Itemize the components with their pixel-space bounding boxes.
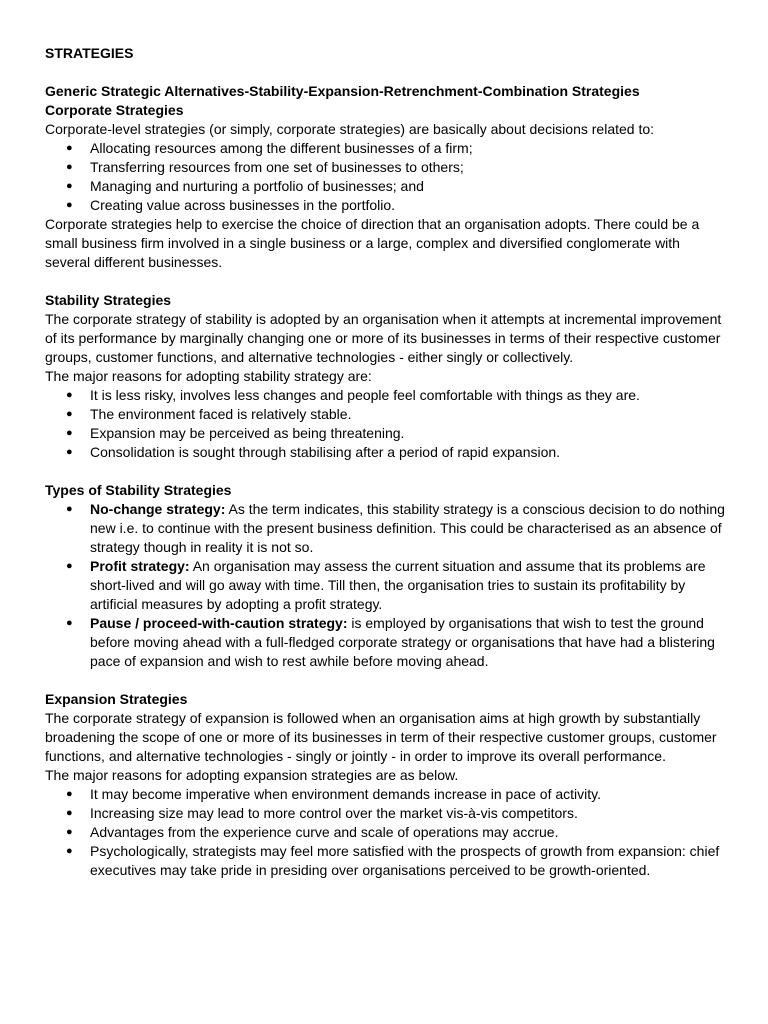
expansion-bullet-list — [45, 785, 728, 880]
list-item — [45, 386, 728, 405]
spacer — [45, 63, 728, 82]
list-item-text: Creating value across businesses in the portfolio. — [90, 197, 396, 213]
bullet-icon: ● — [66, 161, 73, 173]
bullet-icon: ● — [66, 845, 73, 857]
stability-paragraph-2: The major reasons for adopting stability strategy are: — [45, 368, 372, 384]
spacer — [45, 671, 728, 690]
bullet-icon: ● — [66, 408, 73, 420]
expansion-strategies-heading: Expansion Strategies — [45, 691, 188, 707]
bullet-icon: ● — [66, 560, 73, 572]
list-item — [45, 177, 728, 196]
list-item-text: Consolidation is sought through stabilising after a period of rapid expansion. — [90, 444, 561, 460]
bullet-icon: ● — [66, 503, 73, 515]
strategy-term: Pause / proceed-with-caution strategy: — [90, 615, 348, 631]
strategy-description: is employed by organisations that wish to test the ground before moving ahead with a full-fledged corporate strategy or organisations that have had a blistering pace of expansion and wish to rest awhile before moving ahead. — [90, 615, 715, 669]
list-item — [45, 785, 728, 804]
list-item-text: Increasing size may lead to more control over the market vis-à-vis competitors. — [90, 805, 578, 821]
stability-types-heading: Types of Stability Strategies — [45, 482, 232, 498]
strategy-description: As the term indicates, this stability strategy is a conscious decision to do nothing new i.e. to continue with the present business definition. This could be characterised as an absence of strategy though in reality it is not so. — [90, 501, 725, 555]
list-item — [45, 424, 728, 443]
bullet-icon: ● — [66, 389, 73, 401]
bullet-icon: ● — [66, 199, 73, 211]
strategy-term: Profit strategy: — [90, 558, 190, 574]
list-item — [45, 557, 728, 614]
list-item-text: Expansion may be perceived as being threatening. — [90, 425, 405, 441]
bullet-icon: ● — [66, 446, 73, 458]
list-item — [45, 443, 728, 462]
corporate-bullet-list — [45, 139, 728, 215]
list-item — [45, 139, 728, 158]
expansion-strategies-section — [45, 690, 728, 880]
list-item — [45, 804, 728, 823]
stability-strategies-heading: Stability Strategies — [45, 292, 172, 308]
corporate-strategies-heading: Corporate Strategies — [45, 102, 184, 118]
bullet-icon: ● — [66, 427, 73, 439]
list-item-text: It may become imperative when environment demands increase in pace of activity. — [90, 786, 601, 802]
corporate-strategies-section — [45, 101, 728, 272]
stability-bullet-list — [45, 386, 728, 462]
list-item — [45, 196, 728, 215]
generic-strategies-heading: Generic Strategic Alternatives-Stability-Expansion-Retrenchment-Combination Strategies — [45, 83, 640, 99]
stability-strategies-section — [45, 291, 728, 462]
list-item-text: The environment faced is relatively stable. — [90, 406, 352, 422]
bullet-icon: ● — [66, 788, 73, 800]
bullet-icon: ● — [66, 142, 73, 154]
list-item — [45, 823, 728, 842]
bullet-icon: ● — [66, 807, 73, 819]
list-item — [45, 405, 728, 424]
list-item-text: Advantages from the experience curve and scale of operations may accrue. — [90, 824, 559, 840]
expansion-paragraph-2: The major reasons for adopting expansion strategies are as below. — [45, 767, 459, 783]
list-item — [45, 842, 728, 880]
list-item-text: Psychologically, strategists may feel more satisfied with the prospects of growth from expansion: chief executives may take pride in presiding over organisations perceived to be growth-oriented. — [90, 843, 720, 878]
list-item — [45, 500, 728, 557]
stability-types-section — [45, 481, 728, 671]
list-item-text: Transferring resources from one set of businesses to others; — [90, 159, 464, 175]
list-item-text: It is less risky, involves less changes and people feel comfortable with things as they are. — [90, 387, 640, 403]
strategy-term: No-change strategy: — [90, 501, 226, 517]
list-item-text: Managing and nurturing a portfolio of businesses; and — [90, 178, 424, 194]
list-item — [45, 158, 728, 177]
stability-types-list — [45, 500, 728, 671]
expansion-paragraph-1: The corporate strategy of expansion is followed when an organisation aims at high growth by substantially broadening the scope of one or more of its businesses in term of their respective customer groups, customer functions, and alternative technologies - singly or jointly - in order to improve its overall performance. — [45, 710, 717, 764]
corporate-closing-paragraph: Corporate strategies help to exercise the choice of direction that an organisation adopts. There could be a small business firm involved in a single business or a large, complex and diversified conglomerate with several different businesses. — [45, 216, 700, 270]
stability-paragraph-1: The corporate strategy of stability is adopted by an organisation when it attempts at incremental improvement of its performance by marginally changing one or more of its businesses in terms of their respective customer groups, customer functions, and alternative technologies - either singly or collectively. — [45, 311, 722, 365]
list-item-text: Allocating resources among the different businesses of a firm; — [90, 140, 473, 156]
bullet-icon: ● — [66, 180, 73, 192]
spacer — [45, 462, 728, 481]
corporate-intro-paragraph: Corporate-level strategies (or simply, corporate strategies) are basically about decisions related to: — [45, 121, 655, 137]
bullet-icon: ● — [66, 617, 73, 629]
spacer — [45, 272, 728, 291]
list-item — [45, 614, 728, 671]
document-title: STRATEGIES — [45, 45, 134, 61]
bullet-icon: ● — [66, 826, 73, 838]
strategy-description: An organisation may assess the current situation and assume that its problems are short-lived and will go away with time. Till then, the organisation tries to sustain its profitability by artificial measures by adopting a profit strategy. — [90, 558, 706, 612]
